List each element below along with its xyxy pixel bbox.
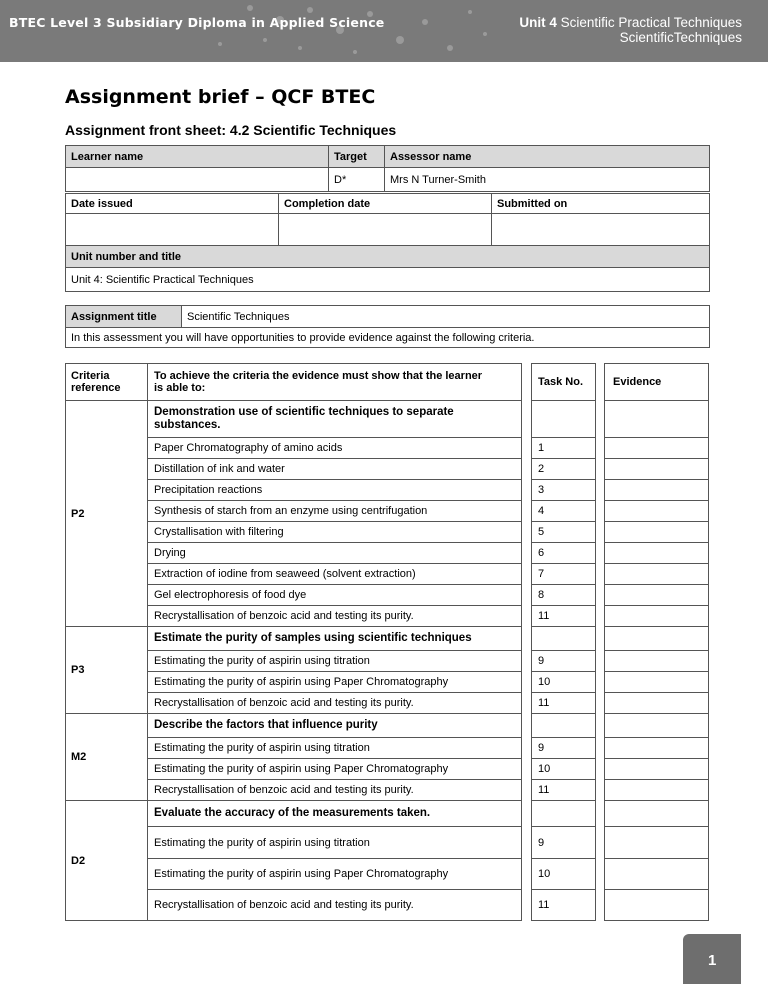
task-row: Paper Chromatography of amino acids bbox=[148, 438, 522, 459]
evidence-header: Evidence bbox=[605, 364, 709, 401]
task-no-cell: 9 bbox=[532, 651, 596, 672]
evidence-cell bbox=[605, 606, 709, 627]
task-row: Extraction of iodine from seaweed (solvent extraction) bbox=[148, 564, 522, 585]
task-row: Drying bbox=[148, 543, 522, 564]
evidence-cell bbox=[605, 780, 709, 801]
document-title: Assignment brief – QCF BTEC bbox=[65, 86, 376, 108]
evidence-cell bbox=[605, 759, 709, 780]
target-value: D* bbox=[329, 168, 385, 192]
task-row: Estimating the purity of aspirin using Paper Chromatography bbox=[148, 859, 522, 890]
evidence-cell bbox=[605, 480, 709, 501]
section-heading: Estimate the purity of samples using scientific techniques bbox=[148, 627, 522, 651]
evidence-cell bbox=[605, 890, 709, 921]
task-no-cell: 11 bbox=[532, 606, 596, 627]
task-no-cell bbox=[532, 401, 596, 438]
evidence-table bbox=[604, 363, 709, 921]
task-no-cell: 4 bbox=[532, 501, 596, 522]
submitted-on-label: Submitted on bbox=[492, 194, 710, 214]
learner-table bbox=[65, 145, 710, 192]
evidence-cell bbox=[605, 585, 709, 606]
unit-title: Scientific Practical Techniques bbox=[560, 15, 742, 30]
evidence-cell bbox=[605, 672, 709, 693]
task-row: Gel electrophoresis of food dye bbox=[148, 585, 522, 606]
evidence-cell bbox=[605, 543, 709, 564]
section-heading: Describe the factors that influence purity bbox=[148, 714, 522, 738]
task-no-cell bbox=[532, 714, 596, 738]
criteria-ref-d2: D2 bbox=[66, 801, 148, 921]
task-row: Crystallisation with filtering bbox=[148, 522, 522, 543]
unit-number-label: Unit number and title bbox=[66, 246, 710, 268]
task-row: Recrystallisation of benzoic acid and testing its purity. bbox=[148, 693, 522, 714]
task-row: Synthesis of starch from an enzyme using centrifugation bbox=[148, 501, 522, 522]
evidence-cell bbox=[605, 459, 709, 480]
assignment-title-label: Assignment title bbox=[66, 306, 182, 328]
evidence-cell bbox=[605, 401, 709, 438]
submitted-on-value bbox=[492, 214, 710, 246]
task-row: Estimating the purity of aspirin using titration bbox=[148, 827, 522, 859]
page-number-tab bbox=[683, 934, 741, 984]
section-heading: Demonstration use of scientific techniques to separate substances. bbox=[148, 401, 522, 438]
unit-subtitle: ScientificTechniques bbox=[619, 30, 742, 45]
task-row: Recrystallisation of benzoic acid and testing its purity. bbox=[148, 890, 522, 921]
learner-name-value bbox=[66, 168, 329, 192]
criteria-ref-p2: P2 bbox=[66, 401, 148, 627]
page-header bbox=[0, 0, 768, 62]
criteria-ref-m2: M2 bbox=[66, 714, 148, 801]
task-no-cell bbox=[532, 627, 596, 651]
target-label: Target bbox=[329, 146, 385, 168]
evidence-cell bbox=[605, 651, 709, 672]
task-no-cell: 9 bbox=[532, 827, 596, 859]
section-heading: Evaluate the accuracy of the measurements taken. bbox=[148, 801, 522, 827]
task-no-cell: 2 bbox=[532, 459, 596, 480]
task-no-cell: 8 bbox=[532, 585, 596, 606]
unit-label: Unit 4 bbox=[519, 15, 557, 30]
unit-heading bbox=[519, 15, 742, 45]
task-no-cell: 5 bbox=[532, 522, 596, 543]
task-row: Distillation of ink and water bbox=[148, 459, 522, 480]
task-row: Precipitation reactions bbox=[148, 480, 522, 501]
task-no-cell: 3 bbox=[532, 480, 596, 501]
page-number: 1 bbox=[708, 952, 717, 969]
unit-table bbox=[65, 245, 710, 292]
task-no-cell: 11 bbox=[532, 780, 596, 801]
evidence-cell bbox=[605, 693, 709, 714]
date-issued-label: Date issued bbox=[66, 194, 279, 214]
date-issued-value bbox=[66, 214, 279, 246]
task-row: Recrystallisation of benzoic acid and testing its purity. bbox=[148, 780, 522, 801]
evidence-cell bbox=[605, 801, 709, 827]
criteria-description-header: To achieve the criteria the evidence must show that the learner is able to: bbox=[148, 364, 522, 401]
evidence-cell bbox=[605, 627, 709, 651]
assignment-table bbox=[65, 305, 710, 348]
task-row: Estimating the purity of aspirin using titration bbox=[148, 738, 522, 759]
task-no-cell: 10 bbox=[532, 859, 596, 890]
assignment-intro: In this assessment you will have opportunities to provide evidence against the following criteria. bbox=[66, 328, 710, 348]
evidence-cell bbox=[605, 522, 709, 543]
evidence-cell bbox=[605, 714, 709, 738]
evidence-cell bbox=[605, 501, 709, 522]
dates-table bbox=[65, 193, 710, 246]
evidence-cell bbox=[605, 438, 709, 459]
completion-date-value bbox=[279, 214, 492, 246]
assessor-value: Mrs N Turner-Smith bbox=[385, 168, 710, 192]
task-row: Estimating the purity of aspirin using titration bbox=[148, 651, 522, 672]
task-no-cell: 7 bbox=[532, 564, 596, 585]
task-no-cell: 10 bbox=[532, 759, 596, 780]
learner-name-label: Learner name bbox=[66, 146, 329, 168]
task-no-header: Task No. bbox=[532, 364, 596, 401]
unit-number-value: Unit 4: Scientific Practical Techniques bbox=[66, 268, 710, 292]
task-row: Estimating the purity of aspirin using Paper Chromatography bbox=[148, 759, 522, 780]
task-row: Recrystallisation of benzoic acid and testing its purity. bbox=[148, 606, 522, 627]
evidence-cell bbox=[605, 564, 709, 585]
assignment-title-value: Scientific Techniques bbox=[182, 306, 710, 328]
task-no-cell: 10 bbox=[532, 672, 596, 693]
task-no-cell: 6 bbox=[532, 543, 596, 564]
front-sheet-title: Assignment front sheet: 4.2 Scientific Techniques bbox=[65, 122, 397, 138]
task-no-cell: 11 bbox=[532, 890, 596, 921]
evidence-cell bbox=[605, 738, 709, 759]
evidence-cell bbox=[605, 859, 709, 890]
criteria-table bbox=[65, 363, 522, 921]
criteria-reference-header: Criteria reference bbox=[66, 364, 148, 401]
evidence-cell bbox=[605, 827, 709, 859]
completion-date-label: Completion date bbox=[279, 194, 492, 214]
task-no-cell: 11 bbox=[532, 693, 596, 714]
course-title: BTEC Level 3 Subsidiary Diploma in Applied Science bbox=[9, 15, 385, 30]
assessor-label: Assessor name bbox=[385, 146, 710, 168]
task-row: Estimating the purity of aspirin using Paper Chromatography bbox=[148, 672, 522, 693]
criteria-ref-p3: P3 bbox=[66, 627, 148, 714]
task-number-table bbox=[531, 363, 596, 921]
task-no-cell: 9 bbox=[532, 738, 596, 759]
task-no-cell bbox=[532, 801, 596, 827]
task-no-cell: 1 bbox=[532, 438, 596, 459]
